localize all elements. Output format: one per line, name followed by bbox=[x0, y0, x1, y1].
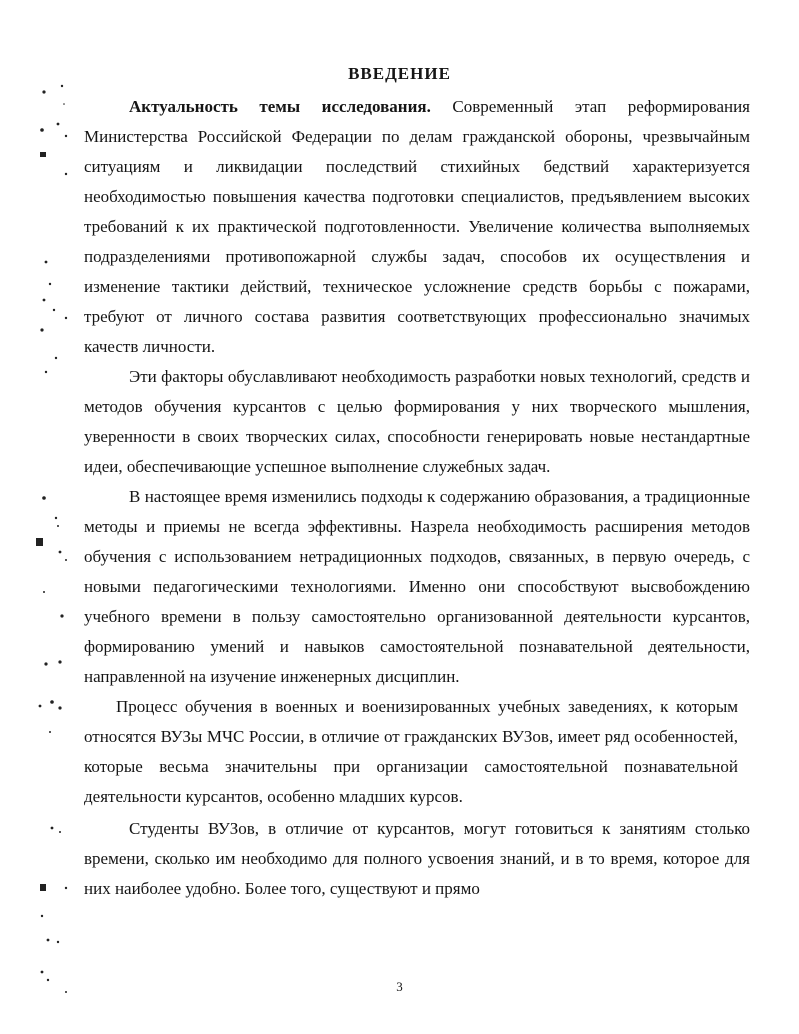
paragraph-students: Студенты ВУЗов, в отличие от курсантов, могут готовиться к занятиям столько времени, сколько им необходимо для полного усвоения знаний, и в то время, которое для них наиболее удобно. Более того, существуют и прямо bbox=[84, 819, 750, 898]
paragraph-relevance bbox=[84, 92, 750, 362]
paragraph-factors: Эти факторы обуславливают необходимость разработки новых технологий, средств и методов обучения курсантов с целью формирования у них творческого мышления, уверенности в своих творческих силах, способности генерировать новые нестандартные идеи, обеспечивающие успешное выполнение служебных задач. bbox=[84, 367, 750, 476]
body-text bbox=[84, 92, 750, 904]
section-title: ВВЕДЕНИЕ bbox=[348, 64, 451, 83]
paragraph-current-approaches: В настоящее время изменились подходы к содержанию образования, а традиционные методы и приемы не всегда эффективны. Назрела необходимость расширения методов обучения с использованием нетрадиционных подходов, связанных, в первую очередь, с новыми педагогическими технологиями. Именно они способствуют высвобождению учебного времени в пользу самостоятельно организованной деятельности курсантов, формированию умений и навыков самостоятельной познавательной деятельности, направленной на изучение инженерных дисциплин. bbox=[84, 487, 750, 686]
paragraph-military-education: Процесс обучения в военных и военизированных учебных заведениях, к которым относятся ВУЗы МЧС России, в отличие от гражданских ВУЗов, имеет ряд особенностей, которые весьма значительны при организации самостоятельной познавательной деятельности курсантов, особенно младших курсов. bbox=[84, 697, 738, 806]
page-number: 3 bbox=[396, 979, 403, 994]
paragraph-text: Современный этап реформирования Министерства Российской Федерации по делам гражданской обороны, чрезвычайным ситуациям и ликвидации последствий стихийных бедствий характеризуется необходимостью повышения качества подготовки специалистов, предъявлением высоких требований к их практической подготовленности. Увеличение количества выполняемых подразделениями противопожарной службы задач, способов их осуществления и изменение тактики действий, техническое усложнение средств борьбы с пожарами, требуют от личного состава развития соответствующих профессионально значимых качеств личности. bbox=[84, 97, 750, 356]
paragraph-lead: Актуальность темы исследования. bbox=[129, 97, 431, 116]
